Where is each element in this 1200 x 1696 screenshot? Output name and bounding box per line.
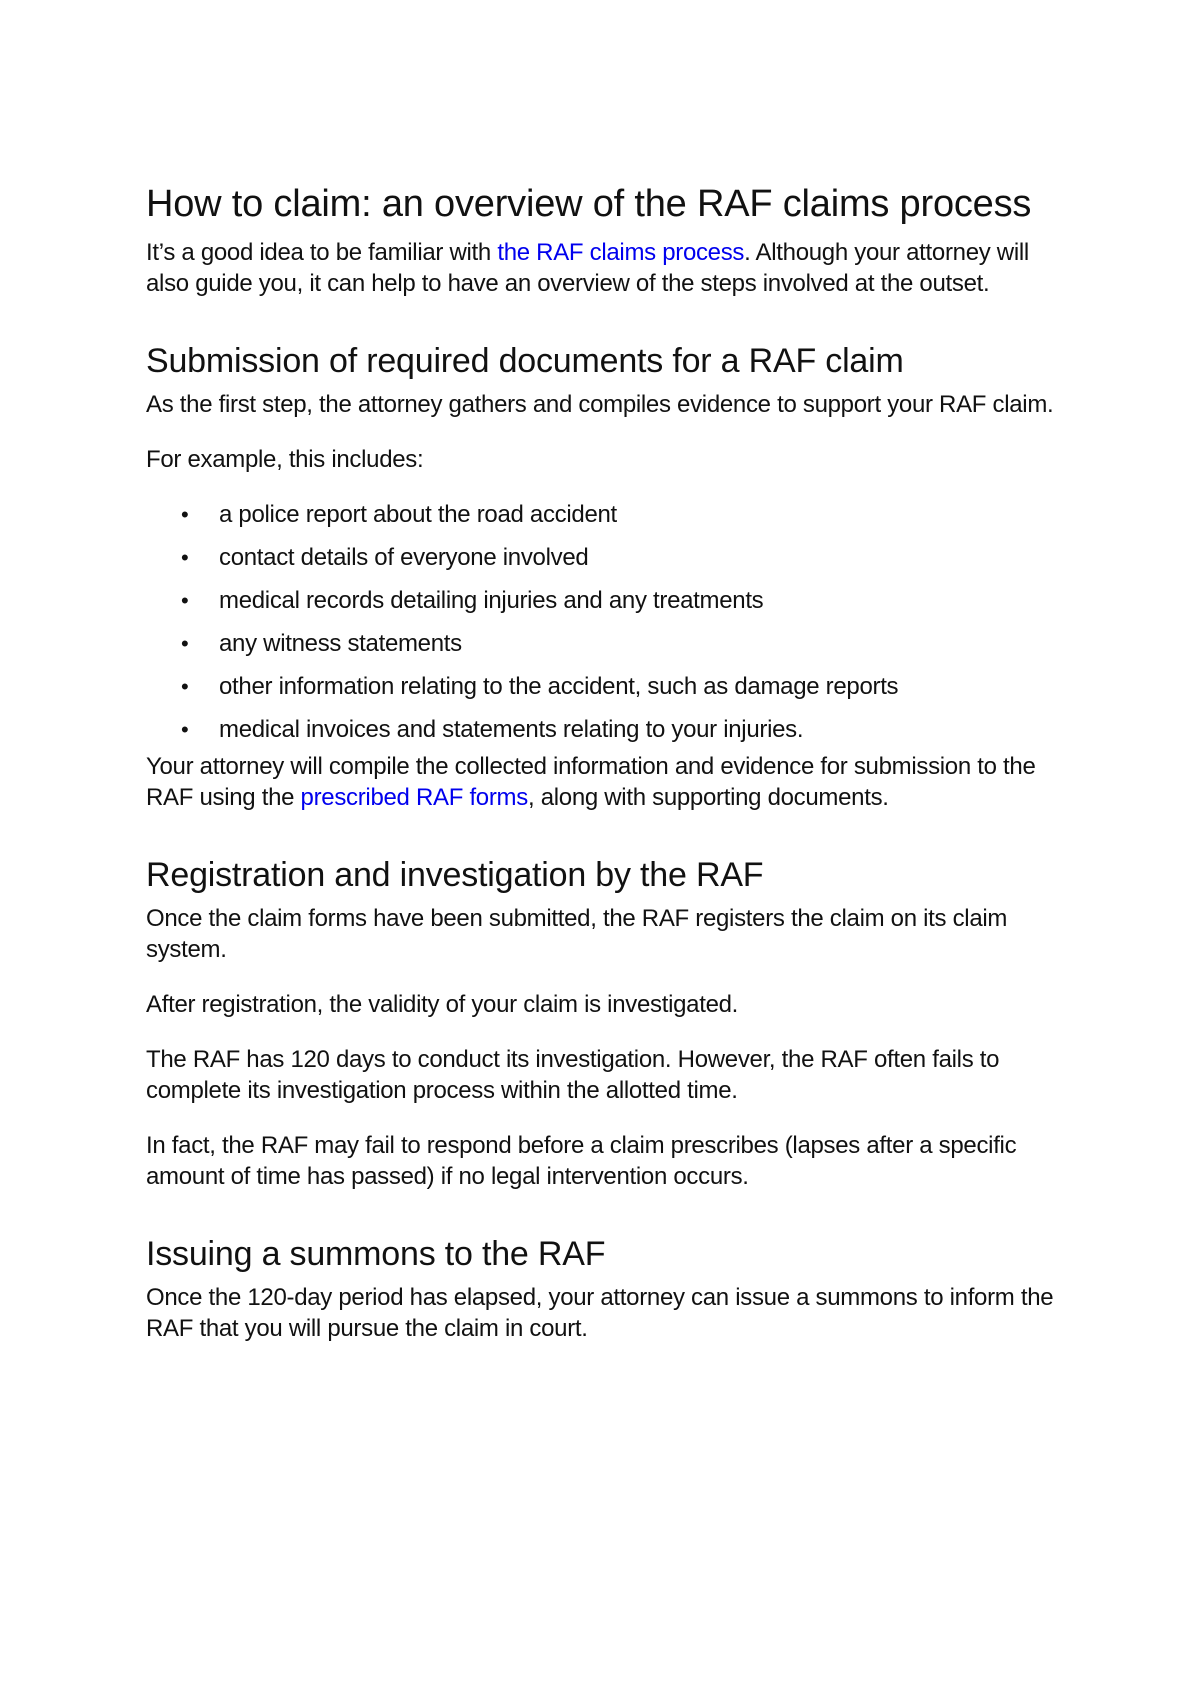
- list-item: [146, 671, 1066, 702]
- section-heading-submission: Submission of required documents for a RAF claim: [146, 342, 904, 380]
- list-item: [146, 714, 1066, 745]
- page-title: How to claim: an overview of the RAF claims process: [146, 183, 1032, 225]
- list-item-text: medical invoices and statements relating to your injuries.: [219, 716, 804, 743]
- list-item: [146, 499, 1066, 530]
- section-heading-registration: Registration and investigation by the RAF: [146, 856, 764, 894]
- submission-paragraph-2: For example, this includes:: [146, 446, 424, 473]
- closing-text-before: Your attorney will compile the collected information and evidence for submission to the RAF using the: [146, 753, 1036, 811]
- registration-paragraph-4: In fact, the RAF may fail to respond before a claim prescribes (lapses after a specific amount of time has passed) if no legal intervention occurs.: [146, 1132, 1017, 1190]
- bullet-icon: •: [181, 674, 189, 699]
- bullet-icon: •: [181, 588, 189, 613]
- prescribed-raf-forms-link[interactable]: prescribed RAF forms: [300, 784, 528, 811]
- list-item: [146, 628, 1066, 659]
- bullet-icon: •: [181, 631, 189, 656]
- bullet-icon: •: [181, 545, 189, 570]
- submission-closing-paragraph: [146, 751, 1066, 813]
- section-heading-summons: Issuing a summons to the RAF: [146, 1235, 606, 1273]
- list-item: [146, 585, 1066, 616]
- registration-paragraph-2: After registration, the validity of your claim is investigated.: [146, 991, 739, 1018]
- list-item: [146, 542, 1066, 573]
- submission-paragraph-1: As the first step, the attorney gathers and compiles evidence to support your RAF claim.: [146, 391, 1054, 418]
- list-item-text: medical records detailing injuries and any treatments: [219, 587, 764, 614]
- summons-paragraph-1: Once the 120-day period has elapsed, your attorney can issue a summons to inform the RAF that you will pursue the claim in court.: [146, 1284, 1054, 1342]
- raf-claims-process-link[interactable]: the RAF claims process: [497, 239, 745, 266]
- intro-paragraph: [146, 237, 1066, 299]
- list-item-text: any witness statements: [219, 630, 462, 657]
- list-item-text: contact details of everyone involved: [219, 544, 589, 571]
- closing-text-after: , along with supporting documents.: [527, 784, 889, 811]
- required-documents-list: [146, 499, 1066, 745]
- list-item-text: a police report about the road accident: [219, 501, 617, 528]
- bullet-icon: •: [181, 717, 189, 742]
- list-item-text: other information relating to the accident, such as damage reports: [219, 673, 899, 700]
- document-page: [146, 180, 1066, 1344]
- intro-text-after: . Although your attorney will also guide you, it can help to have an overview of the steps involved at the outset.: [146, 239, 1029, 297]
- intro-text-before: It’s a good idea to be familiar with: [146, 239, 498, 266]
- registration-paragraph-1: Once the claim forms have been submitted, the RAF registers the claim on its claim system.: [146, 905, 1008, 963]
- bullet-icon: •: [181, 502, 189, 527]
- registration-paragraph-3: The RAF has 120 days to conduct its investigation. However, the RAF often fails to complete its investigation process within the allotted time.: [146, 1046, 1000, 1104]
